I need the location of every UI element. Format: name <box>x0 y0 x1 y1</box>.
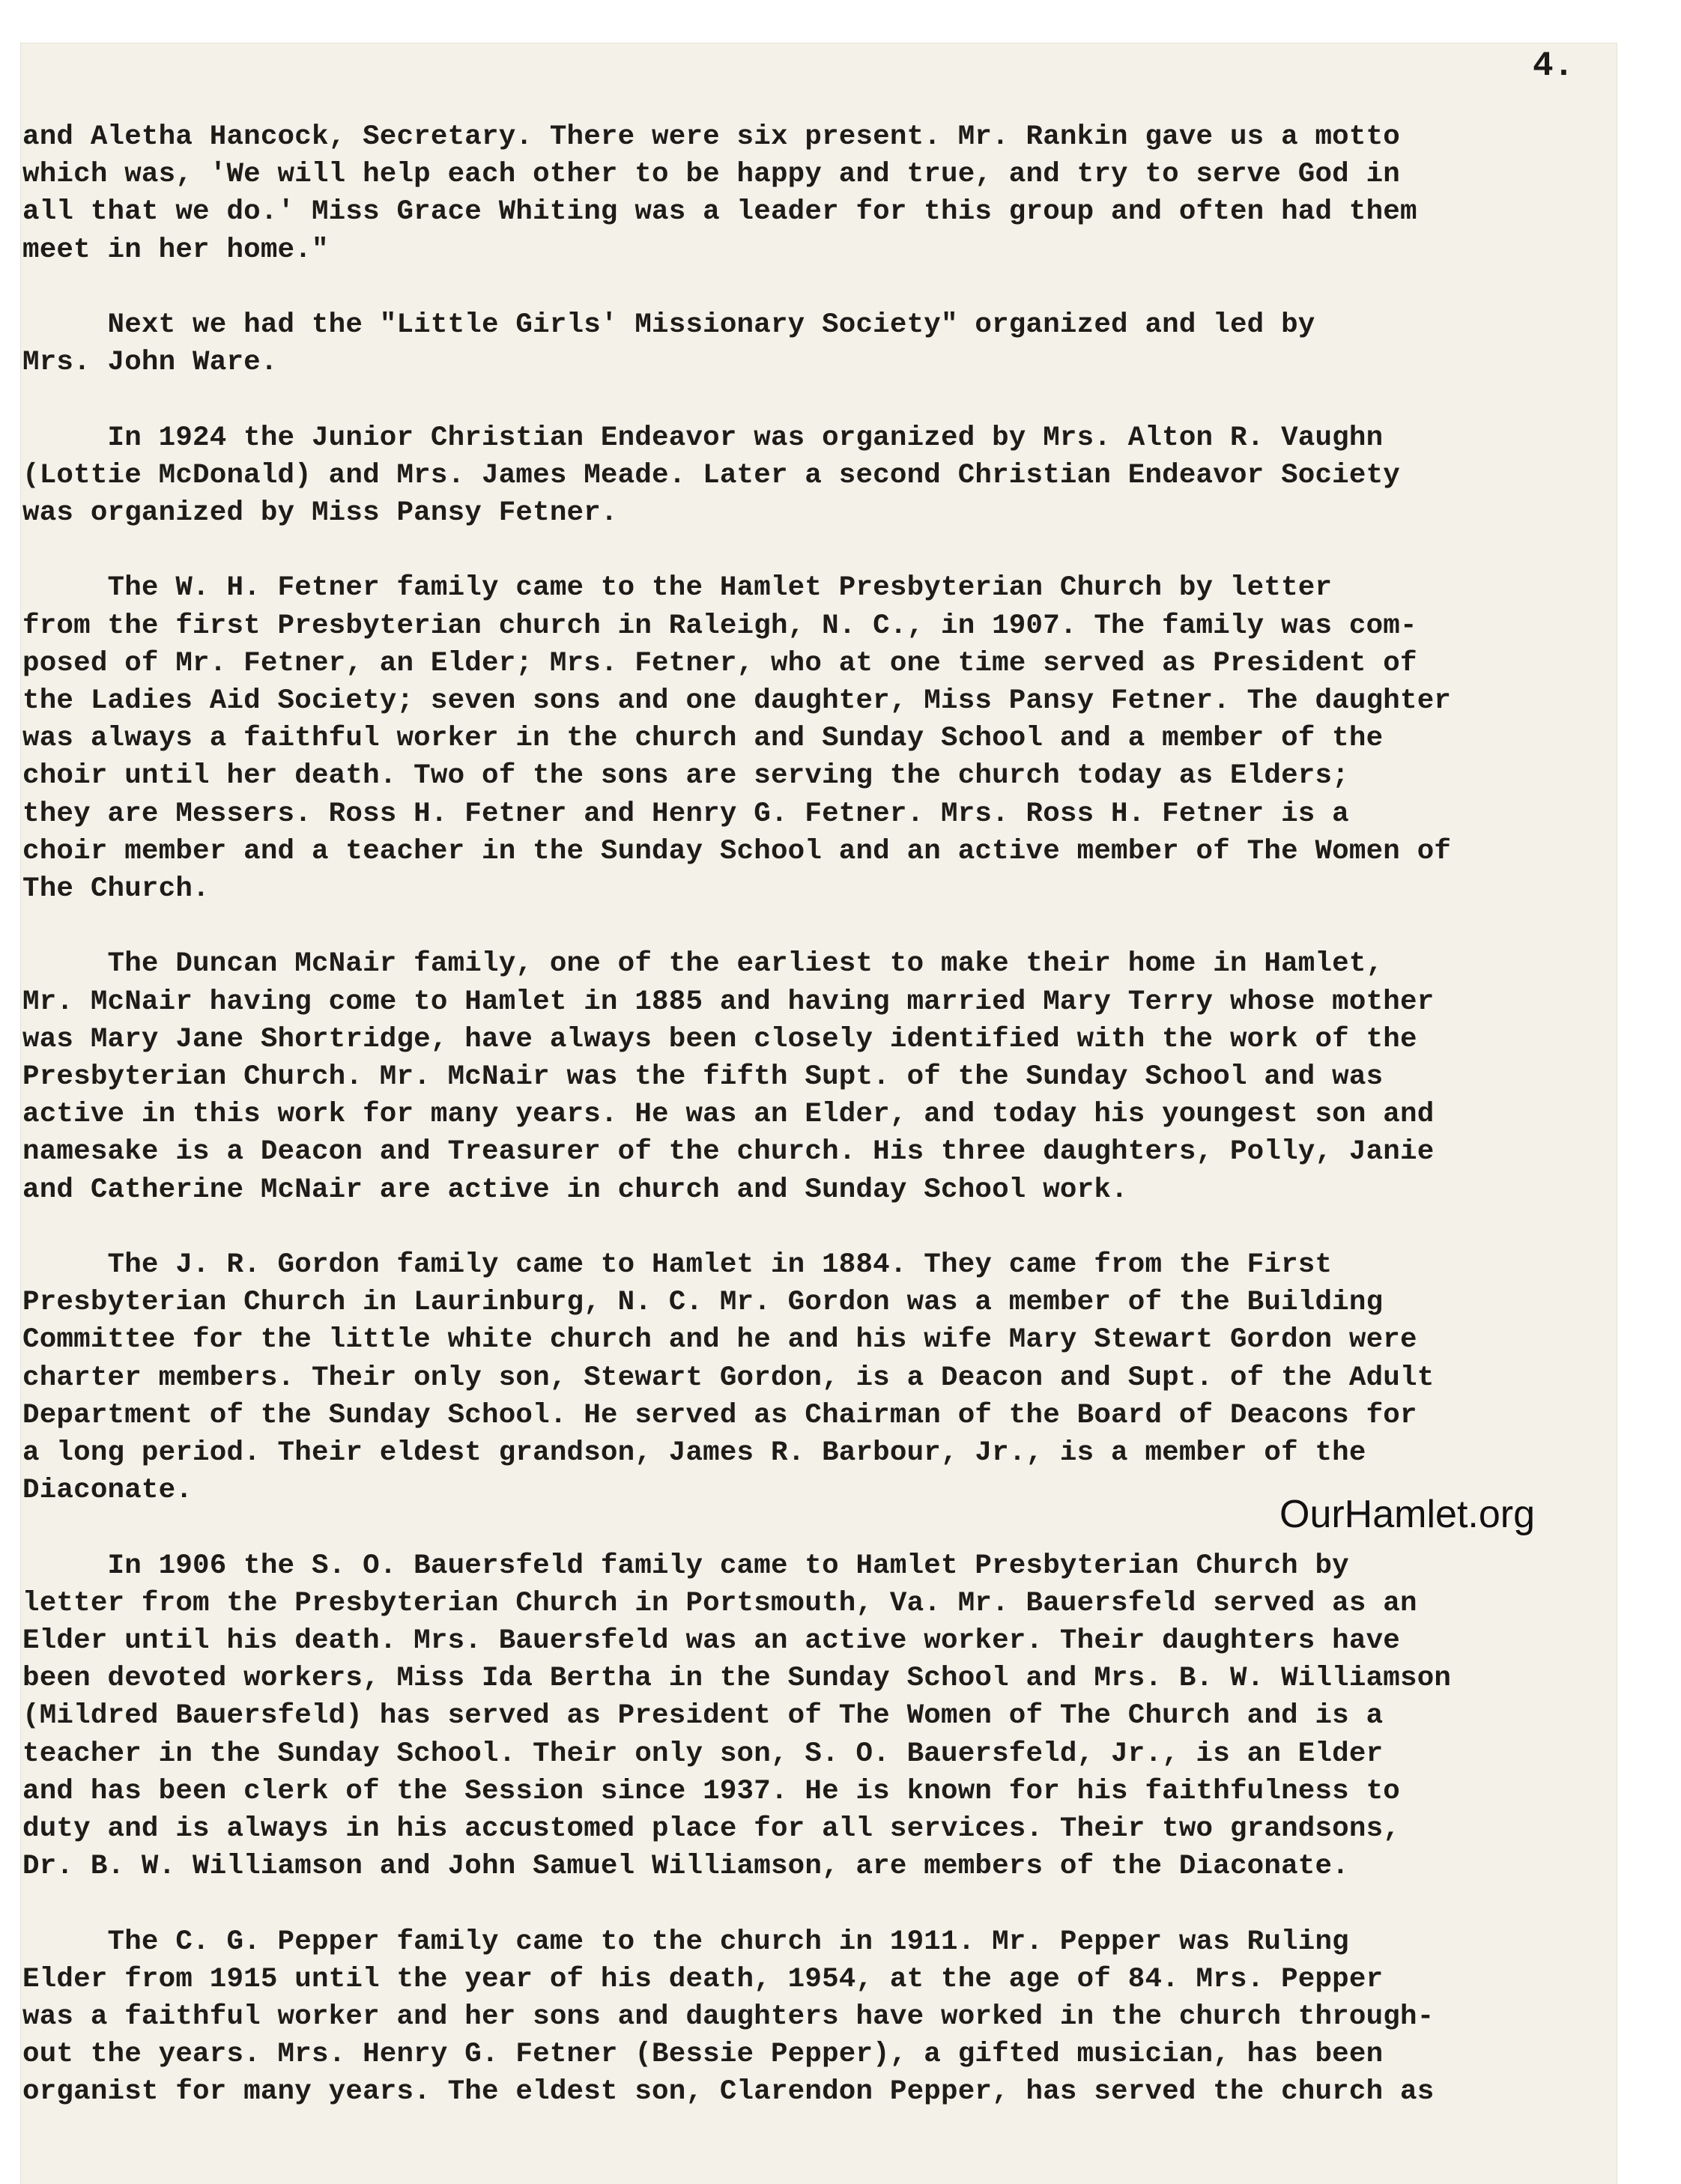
text-line: (Lottie McDonald) and Mrs. James Meade. Later a second Christian Endeavor Society <box>22 459 1400 491</box>
text-line: charter members. Their only son, Stewart Gordon, is a Deacon and Supt. of the Adult <box>22 1362 1435 1394</box>
text-line: In 1924 the Junior Christian Endeavor was organized by Mrs. Alton R. Vaughn <box>22 422 1384 454</box>
text-line: Presbyterian Church. Mr. McNair was the fifth Supt. of the Sunday School and was <box>22 1061 1384 1093</box>
text-line: a long period. Their eldest grandson, James R. Barbour, Jr., is a member of the <box>22 1437 1366 1469</box>
text-line: Next we had the "Little Girls' Missionary Society" organized and led by <box>22 309 1315 341</box>
text-line: Mrs. John Ware. <box>22 347 278 379</box>
text-line: In 1906 the S. O. Bauersfeld family came to Hamlet Presbyterian Church by <box>22 1550 1349 1582</box>
paragraph <box>22 419 1611 533</box>
text-line: which was, 'We will help each other to be happy and true, and try to serve God in <box>22 159 1400 191</box>
paragraph <box>22 1547 1611 1886</box>
watermark: OurHamlet.org <box>1279 1493 1535 1536</box>
text-line: choir until her death. Two of the sons are serving the church today as Elders; <box>22 760 1349 792</box>
text-line: letter from the Presbyterian Church in Portsmouth, Va. Mr. Bauersfeld served as an <box>22 1587 1417 1619</box>
text-line: was organized by Miss Pansy Fetner. <box>22 497 618 529</box>
text-line: meet in her home." <box>22 234 329 266</box>
text-line: Dr. B. W. Williamson and John Samuel Williamson, are members of the Diaconate. <box>22 1851 1349 1883</box>
text-line: (Mildred Bauersfeld) has served as President of The Women of The Church and is a <box>22 1700 1384 1732</box>
text-line: all that we do.' Miss Grace Whiting was a leader for this group and often had them <box>22 196 1417 228</box>
text-line: The J. R. Gordon family came to Hamlet in 1884. They came from the First <box>22 1249 1333 1281</box>
text-line: Presbyterian Church in Laurinburg, N. C. Mr. Gordon was a member of the Building <box>22 1287 1384 1319</box>
text-line: namesake is a Deacon and Treasurer of the church. His three daughters, Polly, Janie <box>22 1136 1435 1168</box>
text-line: Elder until his death. Mrs. Bauersfeld was an active worker. Their daughters have <box>22 1625 1400 1657</box>
text-line: was always a faithful worker in the church and Sunday School and a member of the <box>22 723 1384 755</box>
page-number: 4. <box>1533 46 1575 85</box>
text-line: teacher in the Sunday School. Their only son, S. O. Bauersfeld, Jr., is an Elder <box>22 1738 1384 1770</box>
text-line: The Duncan McNair family, one of the earliest to make their home in Hamlet, <box>22 948 1384 980</box>
document-body <box>22 118 1611 2149</box>
text-line: and Catherine McNair are active in church and Sunday School work. <box>22 1174 1128 1206</box>
text-line: organist for many years. The eldest son, Clarendon Pepper, has served the church as <box>22 2076 1435 2108</box>
text-line: The C. G. Pepper family came to the church in 1911. Mr. Pepper was Ruling <box>22 1926 1349 1958</box>
text-line: Elder from 1915 until the year of his death, 1954, at the age of 84. Mrs. Pepper <box>22 1963 1384 1995</box>
text-line: active in this work for many years. He was an Elder, and today his youngest son and <box>22 1099 1435 1131</box>
paragraph <box>22 118 1611 269</box>
text-line: Mr. McNair having come to Hamlet in 1885 and having married Mary Terry whose mother <box>22 986 1435 1018</box>
text-line: Committee for the little white church and he and his wife Mary Stewart Gordon were <box>22 1324 1417 1356</box>
text-line: duty and is always in his accustomed place for all services. Their two grandsons, <box>22 1813 1400 1845</box>
text-line: out the years. Mrs. Henry G. Fetner (Bessie Pepper), a gifted musician, has been <box>22 2039 1384 2071</box>
text-line: Department of the Sunday School. He served as Chairman of the Board of Deacons for <box>22 1399 1417 1431</box>
text-line: they are Messers. Ross H. Fetner and Henry G. Fetner. Mrs. Ross H. Fetner is a <box>22 798 1349 830</box>
paragraph <box>22 1246 1611 1509</box>
text-line: the Ladies Aid Society; seven sons and one daughter, Miss Pansy Fetner. The daughter <box>22 685 1452 717</box>
text-line: choir member and a teacher in the Sunday School and an active member of The Women of <box>22 835 1452 867</box>
text-line: The W. H. Fetner family came to the Hamlet Presbyterian Church by letter <box>22 572 1333 604</box>
paragraph <box>22 1923 1611 2111</box>
text-line: been devoted workers, Miss Ida Bertha in the Sunday School and Mrs. B. W. Williamson <box>22 1663 1452 1695</box>
paragraph <box>22 945 1611 1208</box>
text-line: The Church. <box>22 873 210 906</box>
text-line: and has been clerk of the Session since 1937. He is known for his faithfulness to <box>22 1775 1400 1807</box>
text-line: posed of Mr. Fetner, an Elder; Mrs. Fetner, who at one time served as President of <box>22 647 1417 679</box>
text-line: was a faithful worker and her sons and daughters have worked in the church through- <box>22 2001 1435 2033</box>
paragraph <box>22 306 1611 381</box>
text-line: from the first Presbyterian church in Raleigh, N. C., in 1907. The family was com- <box>22 610 1417 642</box>
text-line: was Mary Jane Shortridge, have always been closely identified with the work of the <box>22 1023 1417 1055</box>
text-line: Diaconate. <box>22 1475 193 1507</box>
paragraph <box>22 569 1611 908</box>
text-line: and Aletha Hancock, Secretary. There were six present. Mr. Rankin gave us a motto <box>22 121 1400 153</box>
